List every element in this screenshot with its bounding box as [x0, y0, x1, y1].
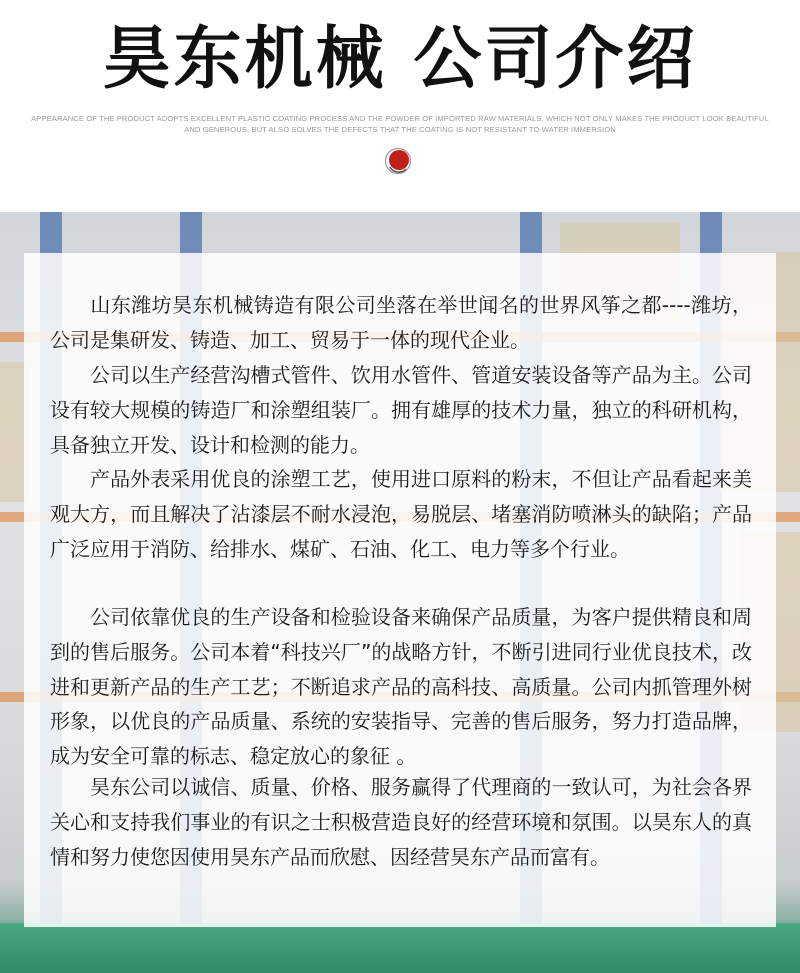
intro-paragraph: 公司依靠优良的生产设备和检验设备来确保产品质量，为客户提供精良和周到的售后服务。公司本着“科技兴厂”的战略方针，不断引进同行业优良技术，改进和更新产品的生产工艺；不断追求产品的高科技、高质量。公司内抓管理外树形象，以优良的产品质量、系统的安装指导、完善的售后服务，努力打造品牌，成为安全可靠的标志、稳定放心的象征 。 — [50, 605, 752, 769]
page-subtitle — [30, 113, 770, 135]
intro-paragraph: 产品外表采用优良的涂塑工艺，使用进口原料的粉末，不但让产品看起来美观大方，而且解决了沾漆层不耐水浸泡，易脱层、堵塞消防喷淋头的缺陷；产品广泛应用于消防、给排水、煤矿、石油、化工、电力等多个行业。 — [50, 467, 752, 561]
intro-paragraph: 昊东公司以诚信、质量、价格、服务赢得了代理商的一致认可，为社会各界关心和支持我们事业的有识之士积极营造良好的经营环境和氛围。以昊东人的真情和努力使您因使用昊东产品而欣慰、因经营昊东产品而富有。 — [50, 775, 752, 869]
intro-paragraph: 山东潍坊昊东机械铸造有限公司坐落在举世闻名的世界风筝之都----潍坊，公司是集研发、铸造、加工、贸易于一体的现代企业。 — [50, 293, 752, 352]
subtitle-line-1: APPEARANCE OF THE PRODUCT ADOPTS EXCELLENT PLASTIC COATING PROCESS AND THE POWDER OF IMPORTED RAW MATERIALS, WHICH NOT ONLY MAKES THE PRODUCT LOOK BEAUTIFUL — [31, 114, 769, 123]
red-circle-emblem-icon — [384, 147, 412, 175]
page-header — [0, 0, 800, 212]
subtitle-line-2: AND GENEROUS, BUT ALSO SOLVES THE DEFECTS THAT THE COATING IS NOT RESISTANT TO WATER IMMERSION — [184, 125, 616, 134]
page-title: 昊东机械 公司介绍 — [102, 20, 698, 99]
intro-paragraph: 公司以生产经营沟槽式管件、饮用水管件、管道安装设备等产品为主。公司设有较大规模的铸造厂和涂塑组装厂。拥有雄厚的技术力量，独立的科研机构，具备独立开发、设计和检测的能力。 — [50, 363, 752, 457]
